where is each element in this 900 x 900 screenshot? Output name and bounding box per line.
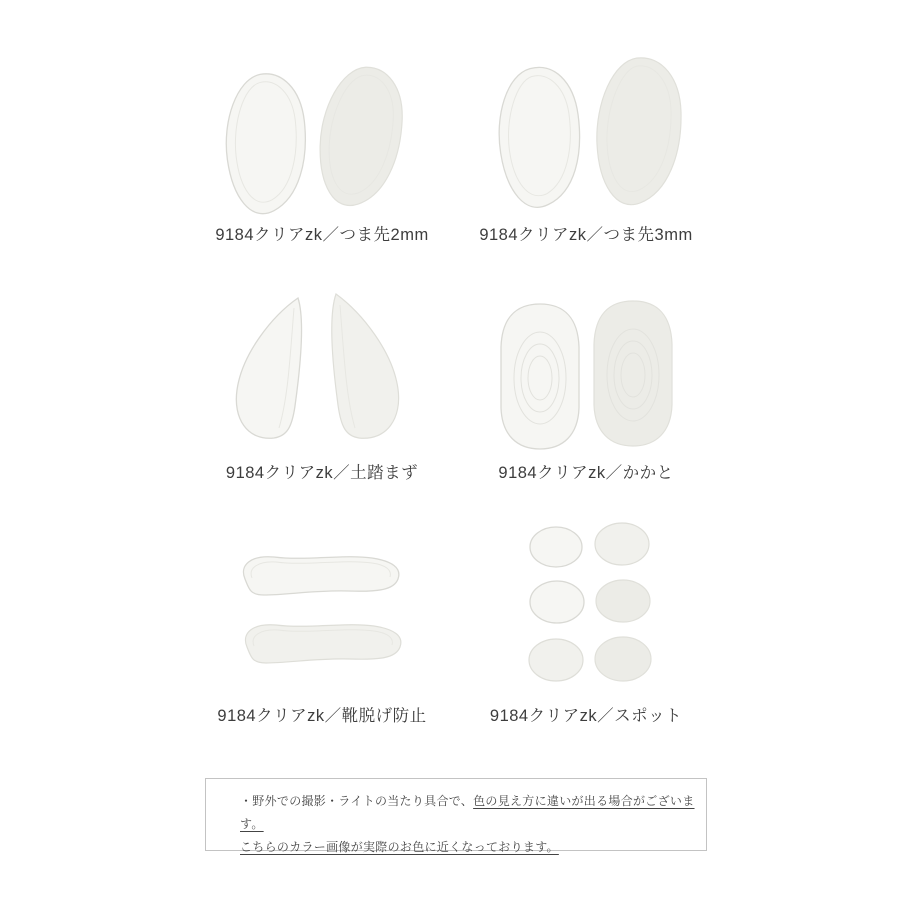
gel-spot	[530, 581, 584, 623]
product-label-heel-grip: 9184クリアzk／靴脱げ防止	[217, 707, 427, 725]
gel-spot	[596, 580, 650, 622]
gel-pad-left	[501, 304, 579, 449]
gel-pad-left	[236, 298, 301, 438]
gel-pad-right	[332, 294, 399, 438]
product-label-heel: 9184クリアzk／かかと	[498, 464, 674, 482]
color-disclaimer-box	[205, 778, 707, 854]
gel-strip-bottom	[245, 625, 400, 663]
gel-pad-left	[492, 64, 587, 211]
gel-spot	[595, 523, 649, 565]
heel-pad-image	[497, 298, 679, 450]
product-label-spot: 9184クリアzk／スポット	[489, 707, 683, 725]
toe-pad-2mm-image	[220, 64, 404, 216]
gel-pad-right	[594, 301, 672, 446]
gel-spot	[595, 637, 651, 681]
product-label-toe-2mm: 9184クリアzk／つま先2mm	[215, 226, 429, 244]
gel-strip-top	[243, 557, 398, 595]
gel-pad-right	[316, 64, 404, 208]
product-label-arch: 9184クリアzk／土踏まず	[225, 464, 419, 482]
arch-pad-image	[231, 292, 403, 444]
disclaimer-line1-underlined: 色の見え方に違いが出る場合がございます。	[240, 794, 695, 831]
heel-grip-image	[228, 548, 408, 678]
disclaimer-line2-underlined: こちらのカラー画像が実際のお色に近くなっております。	[240, 840, 559, 854]
spot-dots-image	[522, 518, 660, 688]
disclaimer-line-2	[240, 836, 696, 859]
product-label-toe-3mm: 9184クリアzk／つま先3mm	[479, 226, 693, 244]
disclaimer-line-1	[240, 790, 696, 836]
gel-pad-right	[597, 58, 681, 205]
gel-spot	[530, 527, 582, 567]
gel-spot	[529, 639, 583, 681]
gel-pad-left	[220, 71, 312, 216]
disclaimer-line1-normal: ・野外での撮影・ライトの当たり具合で、	[240, 794, 474, 808]
toe-pad-3mm-image	[492, 55, 684, 215]
